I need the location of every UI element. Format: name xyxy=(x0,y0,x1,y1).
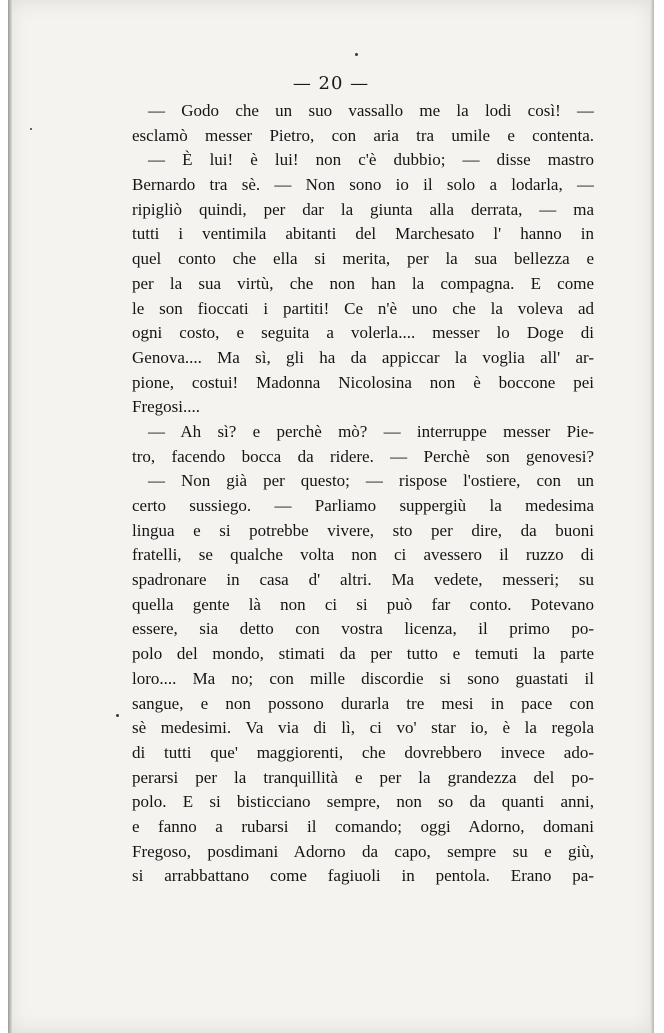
text-line: quel conto che ella si merita, per la sua bellezza e xyxy=(132,249,594,269)
text-line: per la sua virtù, che non han la compagna. E come xyxy=(132,273,594,293)
text-line: Fregosi.... xyxy=(132,397,200,417)
text-line: certo sussiego. — Parliamo suppergiù la medesima xyxy=(132,496,594,515)
text-line: le son fioccati i partiti! Ce n'è uno che la voleva ad xyxy=(132,298,594,318)
ink-speck xyxy=(355,53,358,56)
ink-speck xyxy=(116,714,119,717)
text-line: polo del mondo, stimati da per tutto e temuti la parte xyxy=(132,644,594,664)
book-page xyxy=(8,0,654,1033)
text-line: Fregoso, posdimani Adorno da capo, sempre su e giù, xyxy=(132,841,594,861)
text-line: — Ah sì? e perchè mò? — interruppe messer Pie- xyxy=(148,421,594,441)
text-line: loro.... Ma no; con mille discordie si sono guastati il xyxy=(132,668,594,688)
body-text xyxy=(132,99,594,889)
text-line: — Godo che un suo vassallo me la lodi così! — xyxy=(148,101,594,120)
page-number: — 20 — xyxy=(292,73,370,94)
text-line: si arrabbattano come fagiuoli in pentola. Erano pa- xyxy=(132,866,594,886)
text-line: quella gente là non ci si può far conto. Potevano xyxy=(132,594,594,614)
text-line: esclamò messer Pietro, con aria tra umile e contenta. xyxy=(132,125,594,145)
text-line: polo. E si bisticciano sempre, non so da quanti anni, xyxy=(132,792,594,812)
text-line: spadronare in casa d' altri. Ma vedete, messeri; su xyxy=(132,570,594,590)
text-line: lingua e si potrebbe vivere, sto per dire, da buoni xyxy=(132,520,594,540)
text-line: sè medesimi. Va via di lì, ci vo' star io, è la regola xyxy=(132,718,594,738)
text-line: sangue, e non possono durarla tre mesi in pace con xyxy=(132,693,594,713)
ink-speck xyxy=(30,128,32,130)
text-line: Bernardo tra sè. — Non sono io il solo a lodarla, — xyxy=(132,175,594,195)
text-line: di tutti que' maggiorenti, che dovrebbero invece ado- xyxy=(132,742,594,762)
text-line: perarsi per la tranquillità e per la grandezza del po- xyxy=(132,767,594,787)
page-right-edge xyxy=(650,0,654,1033)
text-line: Genova.... Ma sì, gli ha da appiccar la voglia all' ar- xyxy=(132,347,594,367)
text-line: — Non già per questo; — rispose l'ostiere, con un xyxy=(148,471,594,491)
text-line: fratelli, se qualche volta non ci avessero il ruzzo di xyxy=(132,545,594,565)
text-line: ogni costo, e seguita a volerla.... messer lo Doge di xyxy=(132,323,594,343)
text-line: essere, sia detto con vostra licenza, il primo po- xyxy=(132,619,594,639)
text-line: — È lui! è lui! non c'è dubbio; — disse mastro xyxy=(148,150,594,170)
text-line: tutti i ventimila abitanti del Marchesato l' hanno in xyxy=(132,224,594,244)
text-line: tro, facendo bocca da ridere. — Perchè son genovesi? xyxy=(132,446,594,466)
page-left-edge xyxy=(8,0,12,1033)
text-line: e fanno a rubarsi il comando; oggi Adorno, domani xyxy=(132,816,594,836)
text-line: ripigliò quindi, per dar la giunta alla derrata, — ma xyxy=(132,199,594,219)
text-line: pione, costui! Madonna Nicolosina non è boccone pei xyxy=(132,372,594,392)
